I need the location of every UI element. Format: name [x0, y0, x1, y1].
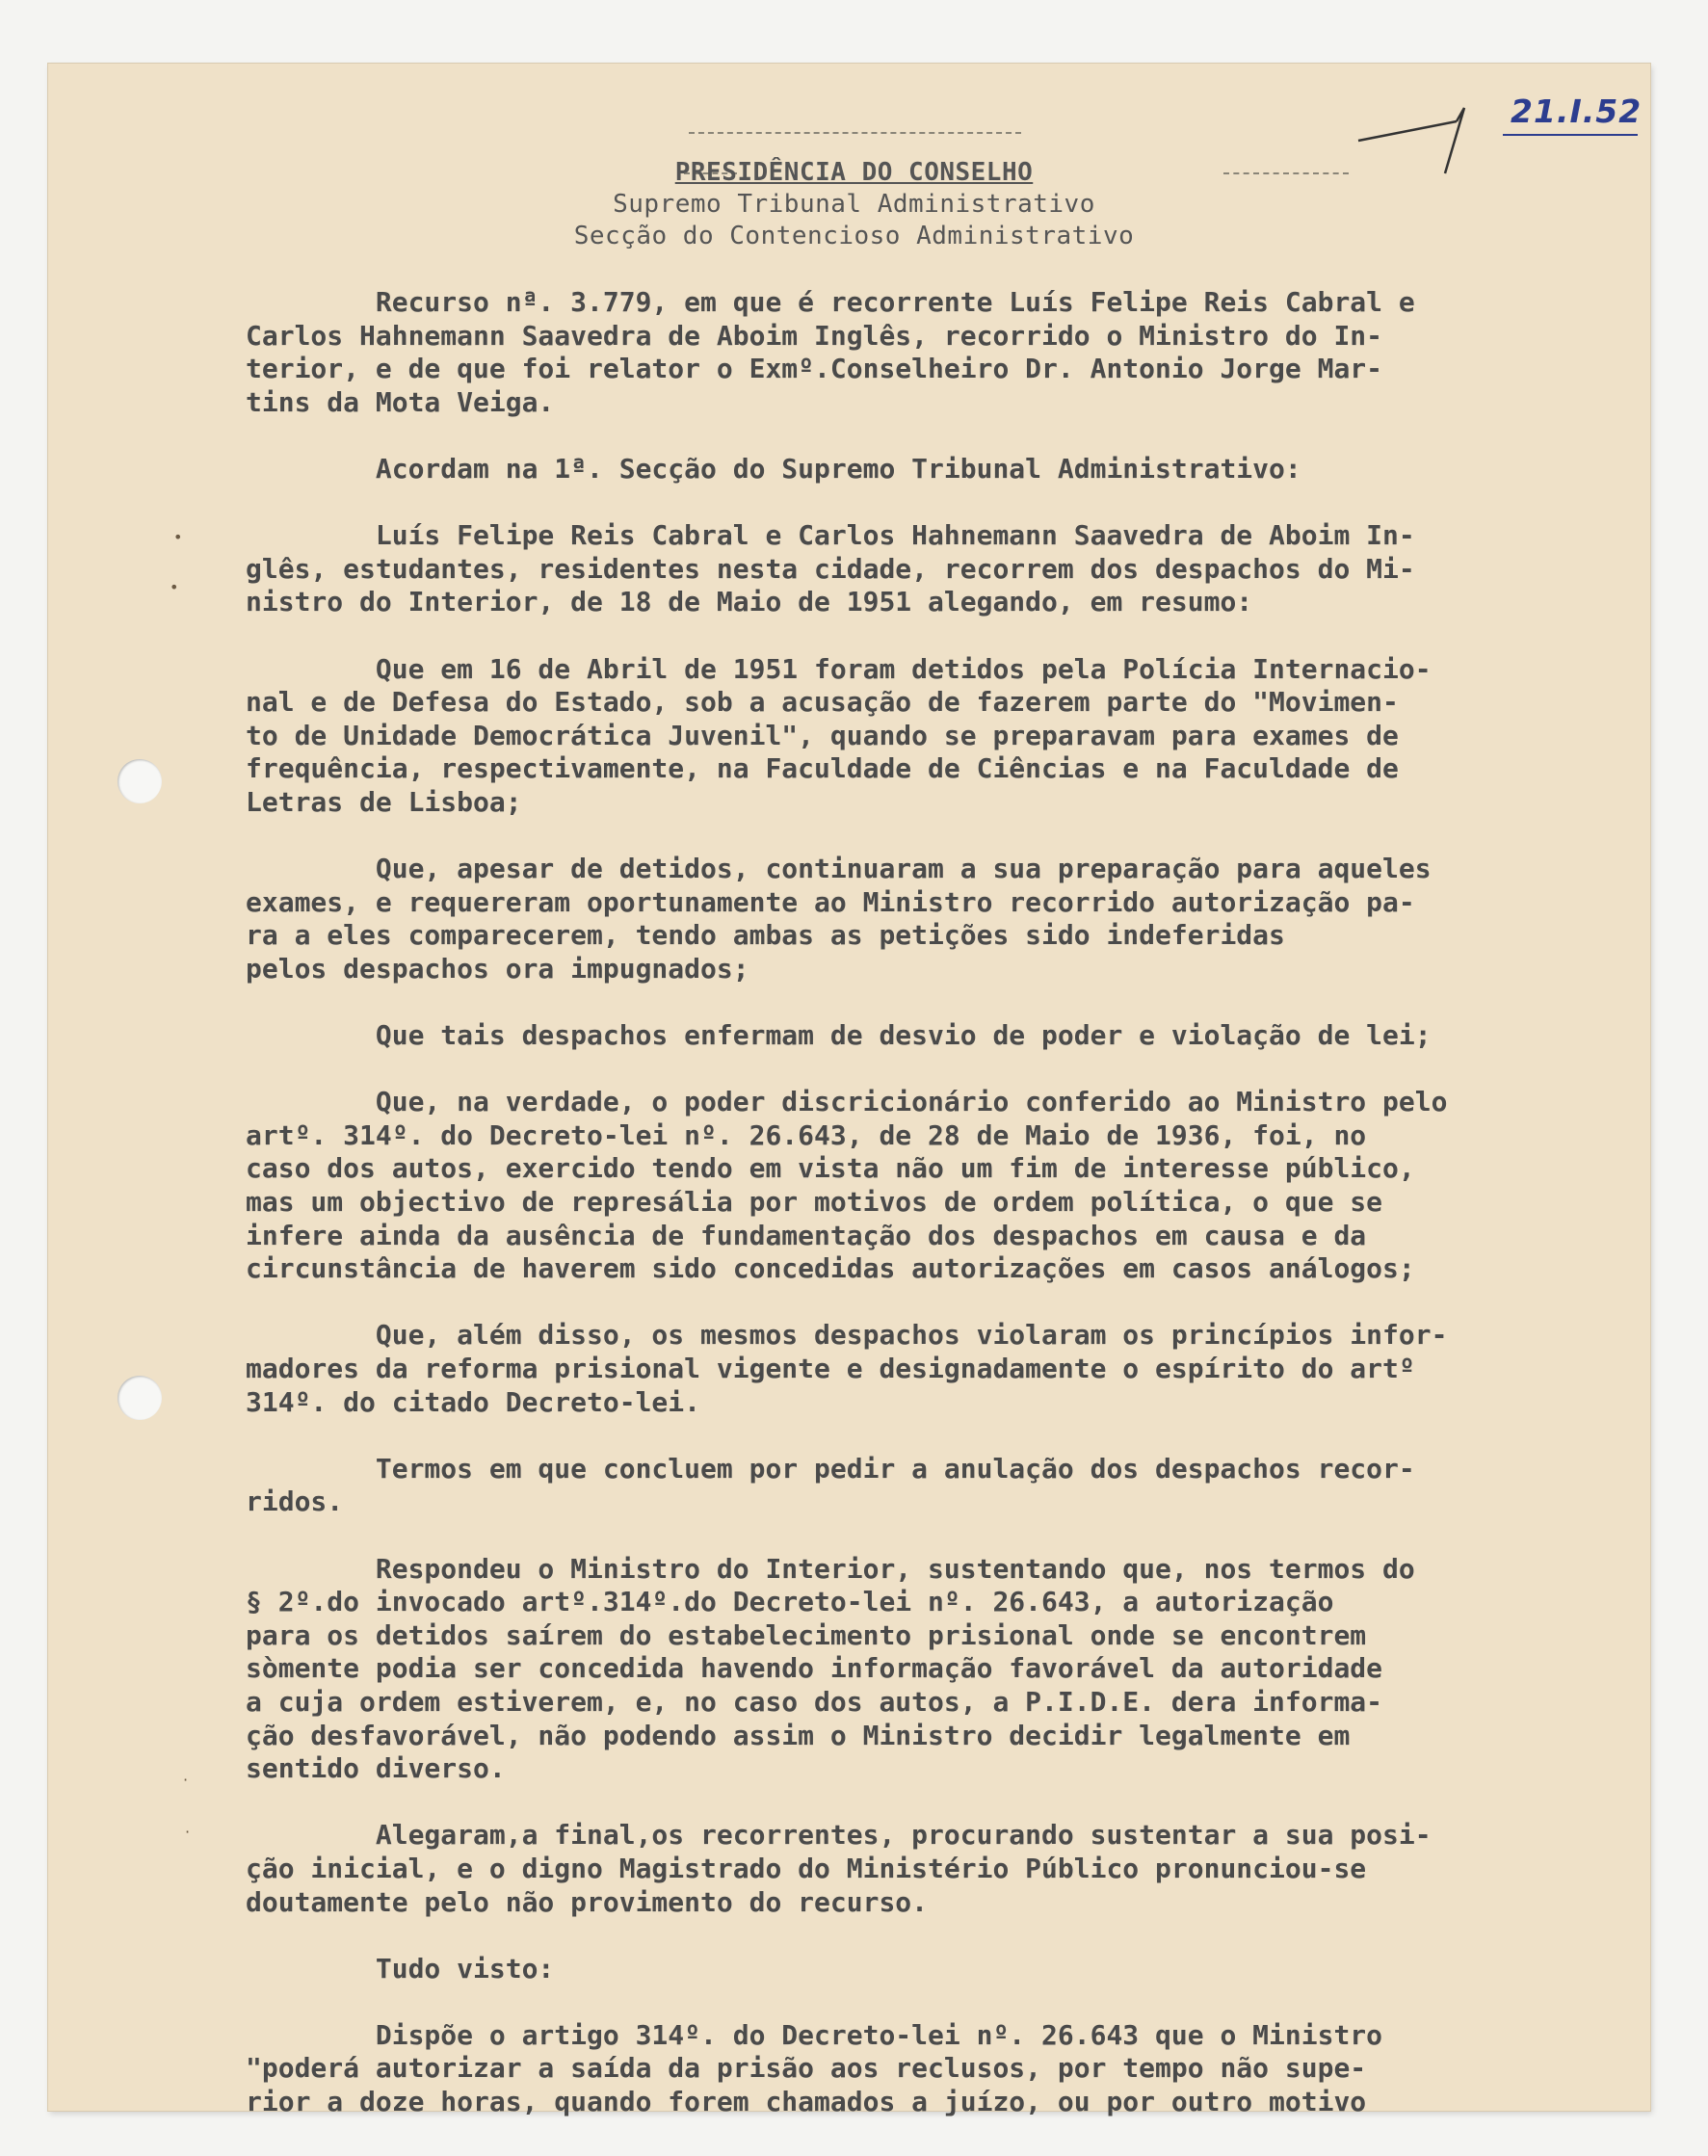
header-rule: [689, 132, 1021, 134]
paper-speck: •: [173, 528, 183, 546]
header-presidency: PRESIDÊNCIA DO CONSELHO: [674, 158, 1034, 187]
text-line: circunstância de haverem sido concedidas autorizações em casos análogos;: [246, 1252, 1415, 1285]
paragraph: [246, 853, 1633, 986]
text-line: ção desfavorável, não podendo assim o Ministro decidir legalmente em: [246, 1719, 1351, 1751]
paragraph: [246, 1819, 1633, 1919]
text-line: "poderá autorizar a saída da prisão aos reclusos, por tempo não supe-: [246, 2052, 1367, 2085]
text-line: doutamente pelo não provimento do recurso.: [246, 1885, 929, 1918]
text-line: Dispõe o artigo 314º. do Decreto-lei nº. 26.643 que o Ministro: [246, 2018, 1383, 2051]
text-line: Alegaram,a final,os recorrentes, procurando sustentar a sua posi-: [246, 1819, 1432, 1852]
text-line: exames, e requereram oportunamente ao Ministro recorrido autorização pa-: [246, 885, 1415, 918]
paragraph-gap: [246, 1286, 1633, 1320]
text-line: Acordam na 1ª. Secção do Supremo Tribunal Administrativo:: [246, 452, 1301, 485]
text-line: tins da Mota Veiga.: [246, 385, 555, 418]
paper-speck: ·: [183, 1771, 189, 1789]
header-court: Supremo Tribunal Administrativo: [613, 190, 1095, 219]
text-line: madores da reforma prisional vigente e designadamente o espírito do artº: [246, 1353, 1415, 1384]
text-line: artº. 314º. do Decreto-lei nº. 26.643, de 28 de Maio de 1936, foi, no: [246, 1118, 1367, 1151]
text-line: § 2º.do invocado artº.314º.do Decreto-lei nº. 26.643, a autorização: [246, 1586, 1334, 1618]
paragraph: [246, 1086, 1633, 1286]
text-line: Que, apesar de detidos, continuaram a sua preparação para aqueles: [246, 853, 1432, 885]
paragraph-gap: [246, 486, 1633, 520]
ruling-text: [246, 286, 1633, 2119]
text-line: Tudo visto:: [246, 1952, 555, 1985]
paragraph-gap: [246, 1786, 1633, 1820]
text-line: Que em 16 de Abril de 1951 foram detidos pela Polícia Internacio-: [246, 652, 1432, 685]
text-line: ção inicial, e o digno Magistrado do Ministério Público pronunciou-se: [246, 1852, 1367, 1884]
text-line: Luís Felipe Reis Cabral e Carlos Hahnemann Saavedra de Aboim In-: [246, 519, 1415, 552]
text-line: to de Unidade Democrática Juvenil", quando se preparavam para exames de: [246, 719, 1399, 751]
header-section: Secção do Contencioso Administrativo: [573, 222, 1135, 250]
text-line: glês, estudantes, residentes nesta cidade, recorrem dos despachos do Mi-: [246, 552, 1415, 585]
text-line: caso dos autos, exercido tendo em vista não um fim de interesse público,: [246, 1152, 1415, 1185]
paragraph-gap: [246, 1053, 1633, 1087]
text-line: nal e de Defesa do Estado, sob a acusação de fazerem parte do "Movimen-: [246, 686, 1399, 719]
text-line: para os detidos saírem do estabelecimento prisional onde se encontrem: [246, 1618, 1367, 1651]
paragraph-gap: [246, 419, 1633, 453]
paper-speck: •: [170, 578, 179, 596]
paragraph-gap: [246, 820, 1633, 854]
text-line: Respondeu o Ministro do Interior, sustentando que, nos termos do: [246, 1552, 1415, 1585]
paragraph: [246, 2019, 1633, 2119]
text-line: nistro do Interior, de 18 de Maio de 1951 alegando, em resumo:: [246, 586, 1253, 618]
text-line: Termos em que concluem por pedir a anulação dos despachos recor-: [246, 1452, 1415, 1485]
text-line: rior a doze horas, quando forem chamados a juízo, ou por outro motivo: [246, 2086, 1367, 2118]
punch-hole: [118, 1376, 162, 1420]
paragraph-gap: [246, 1519, 1633, 1553]
text-line: Recurso nª. 3.779, em que é recorrente Luís Felipe Reis Cabral e: [246, 286, 1415, 318]
text-line: Carlos Hahnemann Saavedra de Aboim Inglês, recorrido o Ministro do In-: [246, 319, 1383, 352]
text-line: Que, na verdade, o poder discricionário conferido ao Ministro pelo: [246, 1086, 1448, 1118]
paragraph: [246, 286, 1633, 419]
paragraph: [246, 1319, 1633, 1419]
paragraph-gap: [246, 1985, 1633, 2019]
text-line: Que tais despachos enfermam de desvio de poder e violação de lei;: [246, 1019, 1432, 1052]
punch-hole: [118, 759, 162, 803]
paper-speck: ·: [185, 1823, 191, 1841]
paragraph-gap: [246, 619, 1633, 653]
paragraph: [246, 453, 1633, 486]
text-line: a cuja ordem estiverem, e, no caso dos autos, a P.I.D.E. dera informa-: [246, 1685, 1383, 1718]
text-line: mas um objectivo de represália por motivos de ordem política, o que se: [246, 1186, 1383, 1219]
text-line: infere ainda da ausência de fundamentação dos despachos em causa e da: [246, 1219, 1367, 1251]
paragraph: [246, 1019, 1633, 1053]
handwritten-date: 21.I.52: [1511, 92, 1642, 130]
text-line: Que, além disso, os mesmos despachos violaram os princípios infor-: [246, 1319, 1448, 1352]
text-line: ridos.: [246, 1486, 344, 1518]
text-line: ra a eles comparecerem, tendo ambas as petições sido indeferidas: [246, 919, 1285, 952]
text-line: frequência, respectivamente, na Faculdade de Ciências e na Faculdade de: [246, 752, 1399, 785]
text-line: 314º. do citado Decreto-lei.: [246, 1385, 701, 1418]
paragraph-gap: [246, 1919, 1633, 1953]
text-line: terior, e de que foi relator o Exmº.Conselheiro Dr. Antonio Jorge Mar-: [246, 353, 1383, 385]
paragraph-gap: [246, 1419, 1633, 1453]
text-line: Letras de Lisboa;: [246, 785, 522, 818]
paragraph: [246, 653, 1633, 820]
paragraph-gap: [246, 986, 1633, 1019]
paragraph: [246, 1453, 1633, 1519]
text-line: pelos despachos ora impugnados;: [246, 952, 749, 985]
paragraph: [246, 519, 1633, 619]
text-line: sentido diverso.: [246, 1752, 506, 1785]
paragraph: [246, 1953, 1633, 1986]
text-line: sòmente podia ser concedida havendo informação favorável da autoridade: [246, 1652, 1383, 1685]
paragraph: [246, 1553, 1633, 1786]
